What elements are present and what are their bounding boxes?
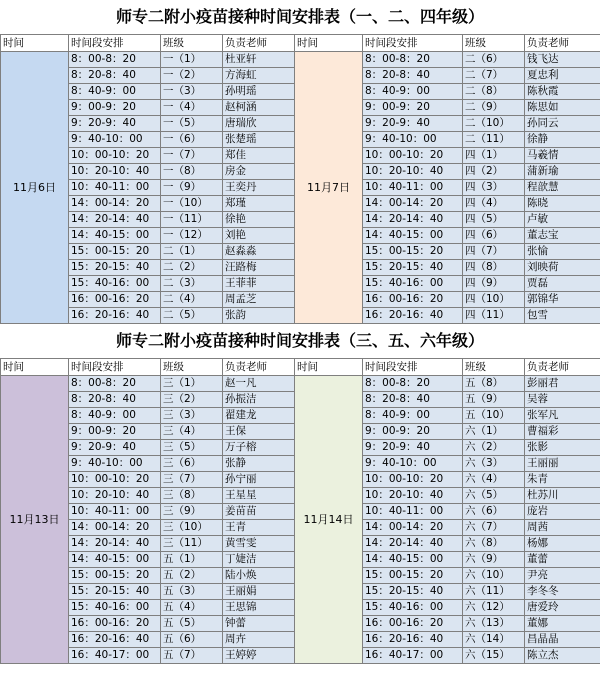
teacher-cell: 王丽丽	[525, 456, 600, 472]
teacher-cell: 张韵	[223, 308, 295, 324]
class-cell: 二（5）	[161, 308, 223, 324]
table-row	[1, 376, 600, 392]
column-header: 时间段安排	[69, 359, 161, 376]
class-cell: 三（1）	[161, 376, 223, 392]
time-slot-cell: 14：00-14：20	[363, 520, 463, 536]
class-cell: 五（10）	[463, 408, 525, 424]
teacher-cell: 程歆慧	[525, 180, 600, 196]
time-slot-cell: 8：40-9：00	[363, 84, 463, 100]
right-date-cell: 11月7日	[295, 52, 363, 324]
teacher-cell: 翟建龙	[223, 408, 295, 424]
time-slot-cell: 9：00-9：20	[69, 100, 161, 116]
class-cell: 五（1）	[161, 552, 223, 568]
teacher-cell: 王保	[223, 424, 295, 440]
header-row	[1, 359, 600, 376]
time-slot-cell: 15：40-16：00	[69, 600, 161, 616]
time-slot-cell: 16：20-16：40	[363, 308, 463, 324]
class-cell: 一（7）	[161, 148, 223, 164]
time-slot-cell: 14：20-14：40	[363, 536, 463, 552]
teacher-cell: 王青	[223, 520, 295, 536]
class-cell: 五（2）	[161, 568, 223, 584]
teacher-cell: 张军凡	[525, 408, 600, 424]
time-slot-cell: 8：00-8：20	[69, 52, 161, 68]
teacher-cell: 丁婕洁	[223, 552, 295, 568]
teacher-cell: 王菲菲	[223, 276, 295, 292]
class-cell: 四（3）	[463, 180, 525, 196]
time-slot-cell: 14：00-14：20	[69, 196, 161, 212]
time-slot-cell: 9：20-9：40	[363, 116, 463, 132]
class-cell: 二（7）	[463, 68, 525, 84]
class-cell: 二（4）	[161, 292, 223, 308]
class-cell: 二（9）	[463, 100, 525, 116]
column-header: 班级	[161, 359, 223, 376]
teacher-cell: 徐艳	[223, 212, 295, 228]
time-slot-cell: 8：40-9：00	[69, 84, 161, 100]
class-cell: 一（5）	[161, 116, 223, 132]
class-cell: 六（8）	[463, 536, 525, 552]
time-slot-cell: 9：00-9：20	[363, 424, 463, 440]
time-slot-cell: 8：20-8：40	[69, 68, 161, 84]
class-cell: 三（8）	[161, 488, 223, 504]
time-slot-cell: 10：20-10：40	[69, 488, 161, 504]
teacher-cell: 蒲新瑜	[525, 164, 600, 180]
teacher-cell: 马羲情	[525, 148, 600, 164]
class-cell: 六（14）	[463, 632, 525, 648]
teacher-cell: 朱青	[525, 472, 600, 488]
left-date-cell: 11月6日	[1, 52, 69, 324]
teacher-cell: 王星星	[223, 488, 295, 504]
class-cell: 二（3）	[161, 276, 223, 292]
page-title: 师专二附小疫苗接种时间安排表（三、五、六年级）	[115, 331, 484, 350]
teacher-cell: 吴蓉	[525, 392, 600, 408]
time-slot-cell: 9：40-10：00	[69, 132, 161, 148]
class-cell: 四（11）	[463, 308, 525, 324]
column-header: 时间段安排	[363, 35, 463, 52]
teacher-cell: 赵柯涵	[223, 100, 295, 116]
class-cell: 四（2）	[463, 164, 525, 180]
time-slot-cell: 14：40-15：00	[69, 552, 161, 568]
time-slot-cell: 14：20-14：40	[69, 536, 161, 552]
time-slot-cell: 16：20-16：40	[69, 308, 161, 324]
time-slot-cell: 10：40-11：00	[363, 504, 463, 520]
column-header: 负责老师	[525, 35, 600, 52]
time-slot-cell: 15：00-15：20	[69, 244, 161, 260]
teacher-cell: 方海虹	[223, 68, 295, 84]
time-slot-cell: 10：40-11：00	[363, 180, 463, 196]
time-slot-cell: 16：00-16：20	[69, 616, 161, 632]
class-cell: 四（6）	[463, 228, 525, 244]
class-cell: 一（11）	[161, 212, 223, 228]
class-cell: 五（4）	[161, 600, 223, 616]
teacher-cell: 汪路梅	[223, 260, 295, 276]
teacher-cell: 庞岩	[525, 504, 600, 520]
teacher-cell: 陈思如	[525, 100, 600, 116]
column-header: 班级	[463, 359, 525, 376]
teacher-cell: 周卉	[223, 632, 295, 648]
class-cell: 三（7）	[161, 472, 223, 488]
time-slot-cell: 10：40-11：00	[69, 180, 161, 196]
class-cell: 三（5）	[161, 440, 223, 456]
teacher-cell: 王婷婷	[223, 648, 295, 664]
time-slot-cell: 16：20-16：40	[363, 632, 463, 648]
teacher-cell: 张影	[525, 440, 600, 456]
class-cell: 一（4）	[161, 100, 223, 116]
time-slot-cell: 8：20-8：40	[363, 68, 463, 84]
class-cell: 一（12）	[161, 228, 223, 244]
teacher-cell: 包雪	[525, 308, 600, 324]
time-slot-cell: 9：20-9：40	[69, 440, 161, 456]
time-slot-cell: 9：00-9：20	[363, 100, 463, 116]
time-slot-cell: 14：40-15：00	[363, 552, 463, 568]
time-slot-cell: 15：00-15：20	[363, 244, 463, 260]
column-header: 班级	[161, 35, 223, 52]
class-cell: 六（1）	[463, 424, 525, 440]
class-cell: 五（5）	[161, 616, 223, 632]
teacher-cell: 杜亚轩	[223, 52, 295, 68]
class-cell: 三（10）	[161, 520, 223, 536]
header-row	[1, 35, 600, 52]
right-date-cell: 11月14日	[295, 376, 363, 664]
teacher-cell: 刘艳	[223, 228, 295, 244]
class-cell: 二（8）	[463, 84, 525, 100]
time-slot-cell: 8：00-8：20	[363, 376, 463, 392]
teacher-cell: 董蕾	[525, 552, 600, 568]
teacher-cell: 姜苗苗	[223, 504, 295, 520]
time-slot-cell: 8：40-9：00	[363, 408, 463, 424]
teacher-cell: 张静	[223, 456, 295, 472]
teacher-cell: 陈秋霞	[525, 84, 600, 100]
teacher-cell: 万子榕	[223, 440, 295, 456]
class-cell: 一（1）	[161, 52, 223, 68]
class-cell: 四（5）	[463, 212, 525, 228]
teacher-cell: 彭丽君	[525, 376, 600, 392]
time-slot-cell: 15：20-15：40	[363, 260, 463, 276]
column-header: 时间	[295, 35, 363, 52]
class-cell: 六（15）	[463, 648, 525, 664]
time-slot-cell: 14：20-14：40	[69, 212, 161, 228]
class-cell: 五（8）	[463, 376, 525, 392]
class-cell: 四（4）	[463, 196, 525, 212]
class-cell: 三（6）	[161, 456, 223, 472]
time-slot-cell: 8：00-8：20	[69, 376, 161, 392]
teacher-cell: 杨娜	[525, 536, 600, 552]
class-cell: 一（10）	[161, 196, 223, 212]
time-slot-cell: 8：40-9：00	[69, 408, 161, 424]
time-slot-cell: 8：20-8：40	[363, 392, 463, 408]
teacher-cell: 钟蕾	[223, 616, 295, 632]
time-slot-cell: 8：20-8：40	[69, 392, 161, 408]
teacher-cell: 卢敏	[525, 212, 600, 228]
class-cell: 四（1）	[463, 148, 525, 164]
schedule-table	[0, 34, 600, 324]
class-cell: 三（9）	[161, 504, 223, 520]
time-slot-cell: 14：00-14：20	[363, 196, 463, 212]
class-cell: 五（9）	[463, 392, 525, 408]
class-cell: 六（3）	[463, 456, 525, 472]
time-slot-cell: 10：00-10：20	[69, 148, 161, 164]
time-slot-cell: 15：20-15：40	[69, 584, 161, 600]
teacher-cell: 赵淼淼	[223, 244, 295, 260]
schedule-table	[0, 358, 600, 664]
teacher-cell: 郑瑾	[223, 196, 295, 212]
teacher-cell: 杜苏川	[525, 488, 600, 504]
time-slot-cell: 16：00-16：20	[69, 292, 161, 308]
teacher-cell: 曹福彩	[525, 424, 600, 440]
teacher-cell: 张楚瑶	[223, 132, 295, 148]
class-cell: 一（8）	[161, 164, 223, 180]
time-slot-cell: 16：20-16：40	[69, 632, 161, 648]
column-header: 时间	[295, 359, 363, 376]
class-cell: 六（12）	[463, 600, 525, 616]
column-header: 班级	[463, 35, 525, 52]
time-slot-cell: 9：20-9：40	[363, 440, 463, 456]
teacher-cell: 孙振洁	[223, 392, 295, 408]
teacher-cell: 董娜	[525, 616, 600, 632]
teacher-cell: 陈立杰	[525, 648, 600, 664]
time-slot-cell: 10：20-10：40	[363, 164, 463, 180]
time-slot-cell: 15：40-16：00	[363, 276, 463, 292]
page-title: 师专二附小疫苗接种时间安排表（一、二、四年级）	[115, 7, 484, 26]
column-header: 负责老师	[223, 35, 295, 52]
class-cell: 四（9）	[463, 276, 525, 292]
class-cell: 二（10）	[463, 116, 525, 132]
teacher-cell: 徐静	[525, 132, 600, 148]
teacher-cell: 房金	[223, 164, 295, 180]
class-cell: 六（5）	[463, 488, 525, 504]
class-cell: 六（2）	[463, 440, 525, 456]
class-cell: 二（6）	[463, 52, 525, 68]
time-slot-cell: 15：00-15：20	[363, 568, 463, 584]
teacher-cell: 刘映荷	[525, 260, 600, 276]
class-cell: 三（4）	[161, 424, 223, 440]
class-cell: 四（7）	[463, 244, 525, 260]
class-cell: 一（2）	[161, 68, 223, 84]
class-cell: 六（4）	[463, 472, 525, 488]
time-slot-cell: 15：40-16：00	[69, 276, 161, 292]
time-slot-cell: 9：40-10：00	[363, 456, 463, 472]
teacher-cell: 张愉	[525, 244, 600, 260]
teacher-cell: 钱飞达	[525, 52, 600, 68]
time-slot-cell: 9：40-10：00	[363, 132, 463, 148]
column-header: 时间段安排	[69, 35, 161, 52]
column-header: 负责老师	[223, 359, 295, 376]
class-cell: 六（13）	[463, 616, 525, 632]
teacher-cell: 王奕丹	[223, 180, 295, 196]
class-cell: 五（7）	[161, 648, 223, 664]
teacher-cell: 夏忠利	[525, 68, 600, 84]
class-cell: 六（9）	[463, 552, 525, 568]
teacher-cell: 王思锦	[223, 600, 295, 616]
time-slot-cell: 15：00-15：20	[69, 568, 161, 584]
teacher-cell: 王丽娟	[223, 584, 295, 600]
time-slot-cell: 10：00-10：20	[363, 472, 463, 488]
class-cell: 四（8）	[463, 260, 525, 276]
class-cell: 二（11）	[463, 132, 525, 148]
table-row	[1, 52, 600, 68]
time-slot-cell: 15：20-15：40	[69, 260, 161, 276]
time-slot-cell: 14：20-14：40	[363, 212, 463, 228]
time-slot-cell: 15：40-16：00	[363, 600, 463, 616]
teacher-cell: 黄雪雯	[223, 536, 295, 552]
left-date-cell: 11月13日	[1, 376, 69, 664]
class-cell: 三（2）	[161, 392, 223, 408]
class-cell: 四（10）	[463, 292, 525, 308]
time-slot-cell: 8：00-8：20	[363, 52, 463, 68]
time-slot-cell: 9：20-9：40	[69, 116, 161, 132]
class-cell: 二（2）	[161, 260, 223, 276]
teacher-cell: 董志宝	[525, 228, 600, 244]
time-slot-cell: 10：20-10：40	[69, 164, 161, 180]
teacher-cell: 陆小焕	[223, 568, 295, 584]
time-slot-cell: 16：00-16：20	[363, 616, 463, 632]
class-cell: 五（3）	[161, 584, 223, 600]
teacher-cell: 尹亮	[525, 568, 600, 584]
class-cell: 二（1）	[161, 244, 223, 260]
teacher-cell: 陈晓	[525, 196, 600, 212]
time-slot-cell: 14：40-15：00	[363, 228, 463, 244]
teacher-cell: 周茜	[525, 520, 600, 536]
time-slot-cell: 14：00-14：20	[69, 520, 161, 536]
class-cell: 一（9）	[161, 180, 223, 196]
time-slot-cell: 9：00-9：20	[69, 424, 161, 440]
teacher-cell: 唐瑞欣	[223, 116, 295, 132]
time-slot-cell: 16：40-17：00	[69, 648, 161, 664]
teacher-cell: 唐爱玲	[525, 600, 600, 616]
teacher-cell: 李冬冬	[525, 584, 600, 600]
time-slot-cell: 10：20-10：40	[363, 488, 463, 504]
teacher-cell: 孙同云	[525, 116, 600, 132]
teacher-cell: 郑佳	[223, 148, 295, 164]
class-cell: 三（3）	[161, 408, 223, 424]
class-cell: 一（3）	[161, 84, 223, 100]
column-header: 时间段安排	[363, 359, 463, 376]
column-header: 时间	[1, 35, 69, 52]
time-slot-cell: 16：40-17：00	[363, 648, 463, 664]
time-slot-cell: 16：00-16：20	[363, 292, 463, 308]
time-slot-cell: 10：00-10：20	[363, 148, 463, 164]
time-slot-cell: 10：40-11：00	[69, 504, 161, 520]
column-header: 负责老师	[525, 359, 600, 376]
teacher-cell: 周孟芝	[223, 292, 295, 308]
teacher-cell: 贾磊	[525, 276, 600, 292]
class-cell: 六（10）	[463, 568, 525, 584]
teacher-cell: 孙宁丽	[223, 472, 295, 488]
teacher-cell: 孙明瑶	[223, 84, 295, 100]
time-slot-cell: 10：00-10：20	[69, 472, 161, 488]
teacher-cell: 郭锦华	[525, 292, 600, 308]
time-slot-cell: 15：20-15：40	[363, 584, 463, 600]
teacher-cell: 赵一凡	[223, 376, 295, 392]
class-cell: 六（7）	[463, 520, 525, 536]
teacher-cell: 昌晶晶	[525, 632, 600, 648]
time-slot-cell: 14：40-15：00	[69, 228, 161, 244]
time-slot-cell: 9：40-10：00	[69, 456, 161, 472]
class-cell: 五（6）	[161, 632, 223, 648]
class-cell: 三（11）	[161, 536, 223, 552]
column-header: 时间	[1, 359, 69, 376]
class-cell: 六（6）	[463, 504, 525, 520]
class-cell: 六（11）	[463, 584, 525, 600]
class-cell: 一（6）	[161, 132, 223, 148]
